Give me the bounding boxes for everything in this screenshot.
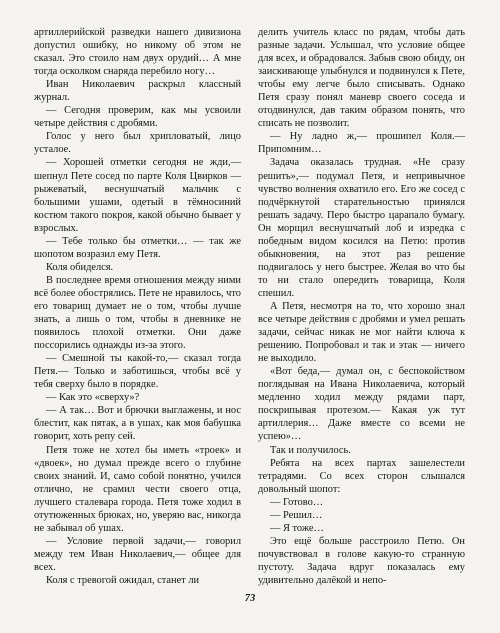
right-column-paragraph: делить учитель класс по рядам, чтобы дать разные задачи. Услышал, что условие общее для всех, и обрадовался. Забыв свою обиду, он заискивающе улыбнулся и подвинулся к Пете, чтобы ему легче было списывать. Однако Петя сразу понял маневр своего соседа и отодвинулся, дав таким образом понять, что списать не позволит.: [258, 27, 465, 130]
left-column-paragraph: Иван Николаевич раскрыл классный журнал.: [34, 79, 241, 104]
left-column-paragraph: — Смешной ты какой-то,— сказал тогда Петя.— Только и заботишься, чтобы всё у тебя сверху было в порядке.: [34, 353, 241, 391]
right-column-paragraph: А Петя, несмотря на то, что хорошо знал все четыре действия с дробями и умел решать задачи, сейчас никак не мог найти ключа к решению. Попробовал и так и этак — ничего не выходило.: [258, 300, 465, 365]
right-column-paragraph: Так и получилось.: [270, 444, 351, 456]
left-column-paragraph: Голос у него был хрипловатый, лицо усталое.: [34, 131, 241, 156]
right-column: [258, 26, 465, 587]
right-column-paragraph: — Решил…: [270, 509, 323, 521]
left-column-paragraph: В последнее время отношения между ними всё более обострялись. Пете не нравилось, что его товарищ думает не о том, чтобы лучше знать, а лишь о том, чтобы в дневнике не появилось плохой отметки. Они даже поссорились однажды из-за этого.: [34, 274, 241, 352]
left-column-paragraph: — А так… Вот и брючки выглажены, и нос блестит, как пятак, а в ушах, как моя бабушка говорит, хоть репу сей.: [34, 405, 241, 443]
left-column-paragraph: Петя тоже не хотел бы иметь «троек» и «двоек», но думал прежде всего о глубине своих знаний. И, само собой понятно, учился отлично, не срамил чести своего отца, лучшего сталевара города. Петя тоже ходил в отутюженных брюках, но, уверяю вас, никогда не забывал об ушах.: [34, 444, 241, 534]
right-column-paragraph: Ребята на всех партах зашелестели тетрадями. Со всех сторон слышался довольный шопот:: [258, 457, 465, 495]
left-column-paragraph: Коля с тревогой ожидал, станет ли: [46, 574, 200, 586]
right-column-paragraph: Это ещё больше расстроило Петю. Он почувствовал в голове какую-то странную пустоту. Задача вдруг показалась ему удивительно далёкой и непо-: [258, 535, 465, 586]
left-column-paragraph: — Хорошей отметки сегодня не жди,— шепнул Пете сосед по парте Коля Цвирков — рыжеватый, веснушчатый мальчик с большими ушами, одетый в тёмносиний костюм такого покроя, какой обычно бывает у взрослых.: [34, 157, 241, 234]
right-column-paragraph: Задача оказалась трудная. «Не сразу решить»,— подумал Петя, и непривычное чувство волнения охватило его. Его же сосед с подчёркнутой старательностью принялся решать задачу. Перо быстро царапало бумагу. Он морщил веснушчатый лоб и изредка с победным видом косился на Петю: против обыкновения, на этот раз решение подвигалось у него быстрее. Желая во что бы то ни стало опередить товарища, Коля спешил.: [258, 157, 465, 299]
left-column-paragraph: — Условие первой задачи,— говорил между тем Иван Николаевич,— общее для всех.: [34, 535, 241, 573]
right-column-paragraph: — Готово…: [270, 496, 324, 508]
left-column-paragraph: — Тебе только бы отметки… — так же шопотом возразил ему Петя.: [34, 235, 241, 260]
left-column-paragraph: Коля обиделся.: [46, 261, 114, 273]
right-column-paragraph: — Ну ладно ж,— прошипел Коля.— Припомним…: [258, 131, 465, 156]
right-column-paragraph: «Вот беда,— думал он, с беспокойством поглядывая на Ивана Николаевича, который медленно ходил между рядами парт, поскрипывая протезом.— Какая уж тут артиллерия… Даже вместе со всеми не успею»…: [258, 366, 465, 443]
left-column: [34, 26, 241, 587]
left-column-paragraph: артиллерийской разведки нашего дивизиона допустил ошибку, но никому об этом не сказал. Это стоило нам двух орудий… А мне тогда осколком снаряда перебило ногу…: [34, 27, 241, 78]
left-column-paragraph: — Как это «сверху»?: [46, 392, 140, 404]
page-number: 73: [244, 593, 256, 604]
right-column-paragraph: — Я тоже…: [270, 522, 324, 534]
left-column-paragraph: — Сегодня проверим, как мы усвоили четыре действия с дробями.: [34, 105, 241, 130]
